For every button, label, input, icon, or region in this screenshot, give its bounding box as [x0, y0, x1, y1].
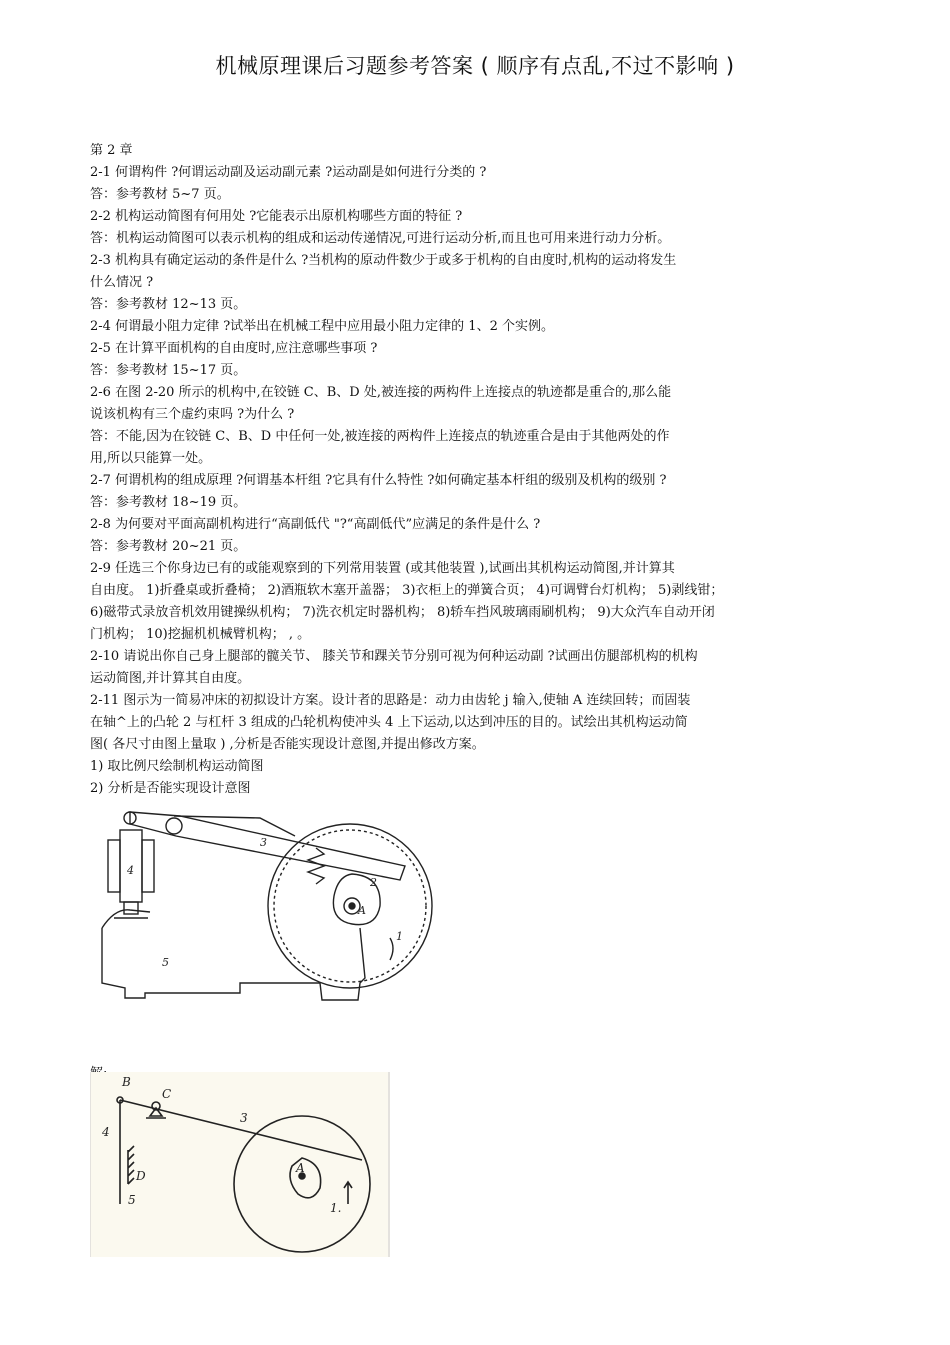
- question-2-8: 2-8 为何要对平面高副机构进行“高副低代 "?“高副低代”应满足的条件是什么 ?: [90, 517, 541, 532]
- punch-press-figure: [90, 788, 440, 1010]
- chapter-heading: 第 2 章: [90, 143, 133, 158]
- question-2-11-cont1: 在轴^上的凸轮 2 与杠杆 3 组成的凸轮机构使冲头 4 上下运动,以达到冲压的目的。试绘出其机构运动简: [90, 715, 688, 730]
- question-2-1: 2-1 何谓构件 ?何谓运动副及运动副元素 ?运动副是如何进行分类的 ?: [90, 165, 487, 180]
- sketch-label-5: 5: [128, 1193, 136, 1207]
- fig1-label-5: 5: [162, 956, 169, 969]
- pivot-c: [166, 818, 182, 834]
- question-2-6: 2-6 在图 2-20 所示的机构中,在铰链 C、B、D 处,被连接的两构件上连接点的轨迹都是重合的,那么能: [90, 385, 672, 400]
- question-2-9-cont2: 6)磁带式录放音机效用键操纵机构； 7)洗衣机定时器机构； 8)轿车挡风玻璃雨刷机构； 9)大众汽车自动开闭: [90, 605, 715, 620]
- spring: [308, 848, 324, 884]
- task-item-1: 1) 取比例尺绘制机构运动简图: [90, 759, 264, 774]
- question-2-4: 2-4 何谓最小阻力定律 ?试举出在机械工程中应用最小阻力定律的 1、2 个实例。: [90, 319, 554, 334]
- answer-2-2: 答：机构运动简图可以表示机构的组成和运动传递情况,可进行运动分析,而且也可用来进行动力分析。: [90, 231, 671, 246]
- question-2-9-cont3: 门机构； 10)挖掘机机械臂机构； , 。: [90, 627, 311, 642]
- answer-2-8: 答：参考教材 20~21 页。: [90, 539, 247, 554]
- sketch-label-4: 4: [102, 1125, 110, 1139]
- question-2-3-cont: 什么情况 ?: [90, 275, 154, 290]
- punch-guide-right: [142, 840, 154, 892]
- rotation-arrow: [390, 938, 393, 960]
- fig1-label-3: 3: [260, 836, 267, 849]
- sketch-label-d: D: [136, 1169, 146, 1183]
- question-2-3: 2-3 机构具有确定运动的条件是什么 ?当机构的原动件数少于或多于机构的自由度时,机构的运动将发生: [90, 253, 677, 268]
- document-body: [90, 140, 860, 800]
- fig1-label-4: 4: [127, 864, 134, 877]
- answer-2-5: 答：参考教材 15~17 页。: [90, 363, 247, 378]
- question-2-11: 2-11 图示为一简易冲床的初拟设计方案。设计者的思路是：动力由齿轮 j 输入,使轴 A 连续回转；而固装: [90, 693, 691, 708]
- answer-2-7: 答：参考教材 18~19 页。: [90, 495, 247, 510]
- question-2-10-cont: 运动简图,并计算其自由度。: [90, 671, 251, 686]
- fig1-label-2: 2: [370, 876, 377, 889]
- sketch-label-a: A: [296, 1161, 305, 1175]
- question-2-9-cont1: 自由度。 1)折叠桌或折叠椅； 2)酒瓶软木塞开盖器； 3)衣柜上的弹簧合页； 4)可调臂台灯机构； 5)剥线钳；: [90, 583, 724, 598]
- answer-2-1: 答：参考教材 5~7 页。: [90, 187, 230, 202]
- question-2-10: 2-10 请说出你自己身上腿部的髋关节、 膝关节和踝关节分别可视为何种运动副 ?试画出仿腿部机构的机构: [90, 649, 698, 664]
- question-2-6-cont: 说该机构有三个虚约束吗 ?为什么 ?: [90, 407, 295, 422]
- kinematic-sketch-figure: [90, 1072, 390, 1257]
- question-2-5: 2-5 在计算平面机构的自由度时,应注意哪些事项 ?: [90, 341, 378, 356]
- task-item-2: 2) 分析是否能实现设计意图: [90, 781, 251, 796]
- answer-2-6-cont: 用,所以只能算一处。: [90, 451, 212, 466]
- sketch-label-1: 1.: [330, 1201, 342, 1215]
- punch-tip: [124, 902, 138, 914]
- sketch-label-3: 3: [240, 1111, 248, 1125]
- punch-guide-left: [108, 840, 120, 892]
- question-2-11-cont2: 图( 各尺寸由图上量取 ) ,分析是否能实现设计意图,并提出修改方案。: [90, 737, 485, 752]
- page-title: 机械原理课后习题参考答案 ( 顺序有点乱,不过不影响 ): [215, 54, 735, 78]
- question-2-9: 2-9 任选三个你身边已有的或能观察到的下列常用装置 (或其他装置 ),试画出其机构运动简图,并计算其: [90, 561, 675, 576]
- fig1-label-a: A: [358, 904, 366, 917]
- answer-2-3: 答：参考教材 12~13 页。: [90, 297, 247, 312]
- frame-neck: [102, 910, 150, 928]
- sketch-label-c: C: [162, 1087, 172, 1101]
- fig1-label-1: 1: [396, 930, 403, 943]
- question-2-2: 2-2 机构运动简图有何用处 ?它能表示出原机构哪些方面的特征 ?: [90, 209, 463, 224]
- question-2-7: 2-7 何谓机构的组成原理 ?何谓基本杆组 ?它具有什么特性 ?如何确定基本杆组的级别及机构的级别 ?: [90, 473, 667, 488]
- answer-2-6: 答：不能,因为在铰链 C、B、D 中任何一处,被连接的两构件上连接点的轨迹重合是由于其他两处的作: [90, 429, 670, 444]
- sketch-label-b: B: [122, 1075, 131, 1089]
- frame-outline: [102, 928, 365, 1000]
